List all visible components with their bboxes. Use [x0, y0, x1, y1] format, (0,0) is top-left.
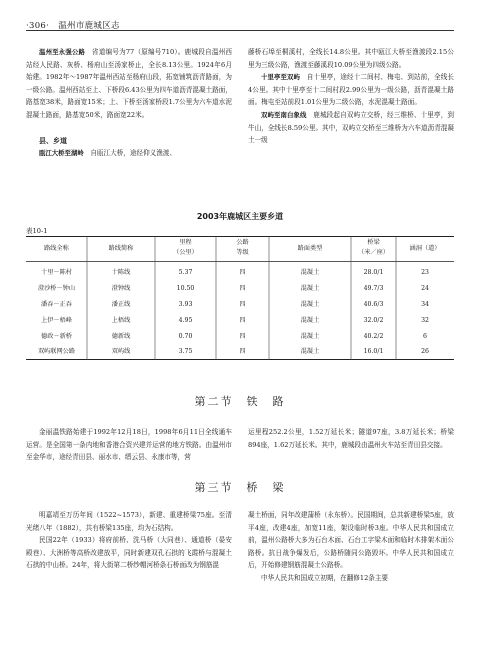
cell-grade: 四: [239, 317, 246, 324]
cell-grade: 四: [239, 348, 246, 355]
subheading-county-township-roads: 县、乡道: [39, 136, 67, 145]
cell-grade: 四: [239, 269, 246, 276]
bridges-paragraph-republic: 民国22年（1933）将府前桥、洗马桥（大同巷）、通道桥（晏安殿巷）、大洲桥等高桥改建放平，同时新建双孔石拱的飞霞桥与混凝土石拱的中山桥。24年，将大街第二桥纱帽河桥条石桥面改为钢筋混: [26, 536, 232, 570]
cell-route-name: 德政－新桥: [41, 333, 72, 340]
bridges-paragraph-prc: 中华人民共和国成立初期，在翻修12条主要: [261, 573, 389, 582]
cell-route-short: 德新线: [111, 333, 131, 340]
cell-culvert: 34: [421, 301, 429, 308]
cell-bridge: 16.0/1: [363, 348, 384, 355]
roads-table: [26, 236, 454, 360]
paragraph-text: 自十里亭，途经十二间村、梅屯、到站前，全线长4公里。其中十里亭至十二间村段2.99公里为一级公路，沥青混凝土路面。梅屯至站前段1.01公里为二级公路，水泥混凝土路面。: [248, 73, 455, 107]
cell-mileage: 0.70: [178, 333, 193, 340]
cell-bridge: 28.0/1: [363, 269, 384, 276]
cell-surface: 混凝土: [300, 301, 320, 308]
cell-mileage: 10.50: [176, 285, 195, 292]
cell-route-name: 十里－陈村: [41, 269, 72, 276]
top-left-column: [26, 46, 232, 160]
cell-route-short: 双屿线: [111, 348, 131, 355]
header-route-name: 路线全称: [44, 245, 69, 252]
cell-culvert: 26: [421, 348, 429, 355]
paragraph-text: 自瓯江大桥，途经仰义渔渡、: [90, 149, 177, 158]
header-mileage-unit: （公里）: [173, 249, 198, 256]
section-title-bridges: 第三节 桥 梁: [194, 481, 286, 494]
paragraph-text: 省道编号为77（原编号710）。鹿城段自温州西站经人民路、灰桥、杨府山至汤家桥止，全长8.13公里。1924年6月始建。1982年～1987年温州西站至杨府山段，拓宽铺筑沥青路面，为一级公路。温州西站至上、下桥段6.43公里为四车道沥青混凝土路面，路基宽38米，路面宽15米；上、下桥至汤家桥段1.7公里为六车道水泥混凝土路面，路基宽50米，路面宽22米。: [26, 48, 232, 119]
cell-grade: 四: [239, 301, 246, 308]
railway-right-column: [248, 426, 454, 451]
road-name: 瓯江大桥至湖岭: [39, 149, 84, 158]
top-right-column: [248, 46, 454, 147]
paragraph-shiliting-shuangyu: [248, 71, 454, 109]
page-number: ·306·: [26, 21, 50, 31]
bridges-paragraph-continued: 凝土桥面，同年改建蒲桥（永东桥）。民国期间，总共新建桥梁5座，放平4座，改建4座，加宽11座，架设临时桥3座。中华人民共和国成立前，温州公路桥大多为石台木面、石台工字梁木面和临时木排架木面公路桥。抗日战争爆发后，公路桥随同公路毁坏。中华人民共和国成立后，开始修建钢筋混凝土公路桥。: [248, 511, 454, 570]
railway-paragraph-continued: 运里程252.2公里，1.52万延长米；隧道97座，3.8万延长米；桥梁894座，1.62万延长米。其中，鹿城段由温州火车站至青田县交接。: [248, 428, 454, 449]
cell-route-name: 潘吞－正吞: [41, 301, 72, 308]
running-header: [26, 13, 454, 29]
cell-mileage: 3.93: [178, 301, 193, 308]
section-title-railway: 第二节 铁 路: [194, 395, 286, 408]
cell-bridge: 40.6/3: [363, 301, 384, 308]
cell-surface: 混凝土: [300, 333, 320, 340]
cell-route-short: 十陈线: [111, 269, 131, 276]
cell-mileage: 4.95: [178, 317, 193, 324]
paragraph-oujiang-huling: [26, 147, 232, 160]
cell-route-name: 双屿联网公路: [37, 348, 76, 355]
cell-surface: 混凝土: [300, 285, 320, 292]
paragraph-continued: 藤桥石埠至桐溪村，全线长14.8公里。其中瓯江大桥至渔渡段2.15公里为三级公路，渔渡至藤溪段10.09公里为四级公路。: [248, 48, 454, 69]
paragraph-text: 鹿城段起自双屿立交桥，经三维桥、十里亭，到牛山，全线长8.59公里。其中，双屿立交桥至三维桥为六车道沥青混凝土一级: [248, 110, 455, 145]
cell-route-name: 上伊－梧峰: [41, 317, 72, 324]
book-title: 温州市鹿城区志: [58, 21, 120, 31]
cell-culvert: 24: [421, 285, 429, 292]
cell-surface: 混凝土: [300, 317, 320, 324]
railway-paragraph: 金丽温铁路始建于1992年12月18日，1998年6月11日全线通车运营。是全国第一条内地和香港合资兴建并运营的地方铁路。由温州市至金华市，途经青田县、丽水市、缙云县、永康市等，营: [26, 428, 232, 462]
cell-culvert: 32: [421, 317, 429, 324]
paragraph-wenzhou-yongqiang: [26, 46, 232, 122]
table-title: 2003年鹿城区主要乡道: [196, 212, 284, 221]
header-mileage: 里程: [179, 239, 192, 246]
bridges-right-column: [248, 509, 454, 585]
table-number: 表10-1: [26, 227, 48, 235]
cell-culvert: 23: [421, 269, 429, 276]
paragraph-shuangyu-nanbaixiang: [248, 109, 454, 147]
cell-bridge: 49.7/3: [363, 285, 384, 292]
cell-route-short: 上梧线: [111, 317, 131, 324]
bridges-left-column: [26, 509, 232, 572]
cell-bridge: 40.2/2: [363, 333, 384, 340]
header-grade-2: 等级: [236, 249, 249, 256]
cell-mileage: 5.37: [178, 269, 193, 276]
bridges-paragraph-ming-qing: 明嘉靖至万历年间（1522~1573），新建、重建桥梁75座。至清光绪八年（1882），共有桥梁135座，均为石结构。: [26, 511, 232, 532]
cell-route-name: 澄沙桥－钟山: [37, 285, 76, 292]
header-surface: 路面类型: [297, 245, 323, 252]
header-bridge-unit: （米／座）: [358, 249, 389, 256]
cell-mileage: 3.75: [178, 348, 193, 355]
cell-culvert: 6: [423, 333, 427, 340]
header-route-short: 路线简称: [108, 245, 134, 252]
road-name: 十里亭至双屿: [261, 73, 300, 82]
header-rule: [26, 30, 454, 31]
header-culvert: 涵洞（道）: [409, 245, 441, 252]
header-grade: 公路: [236, 239, 249, 246]
cell-route-short: 澄钟线: [111, 285, 131, 292]
cell-route-short: 潘正线: [111, 301, 131, 308]
road-name: 双屿至南白象线: [261, 110, 307, 119]
cell-surface: 混凝土: [300, 348, 320, 355]
cell-surface: 混凝土: [300, 269, 320, 276]
cell-grade: 四: [239, 333, 246, 340]
railway-left-column: [26, 426, 232, 464]
cell-bridge: 32.0/2: [363, 317, 384, 324]
header-bridge: 桥梁: [367, 239, 380, 246]
road-name: 温州至永强公路: [39, 48, 86, 56]
cell-grade: 四: [239, 285, 246, 292]
